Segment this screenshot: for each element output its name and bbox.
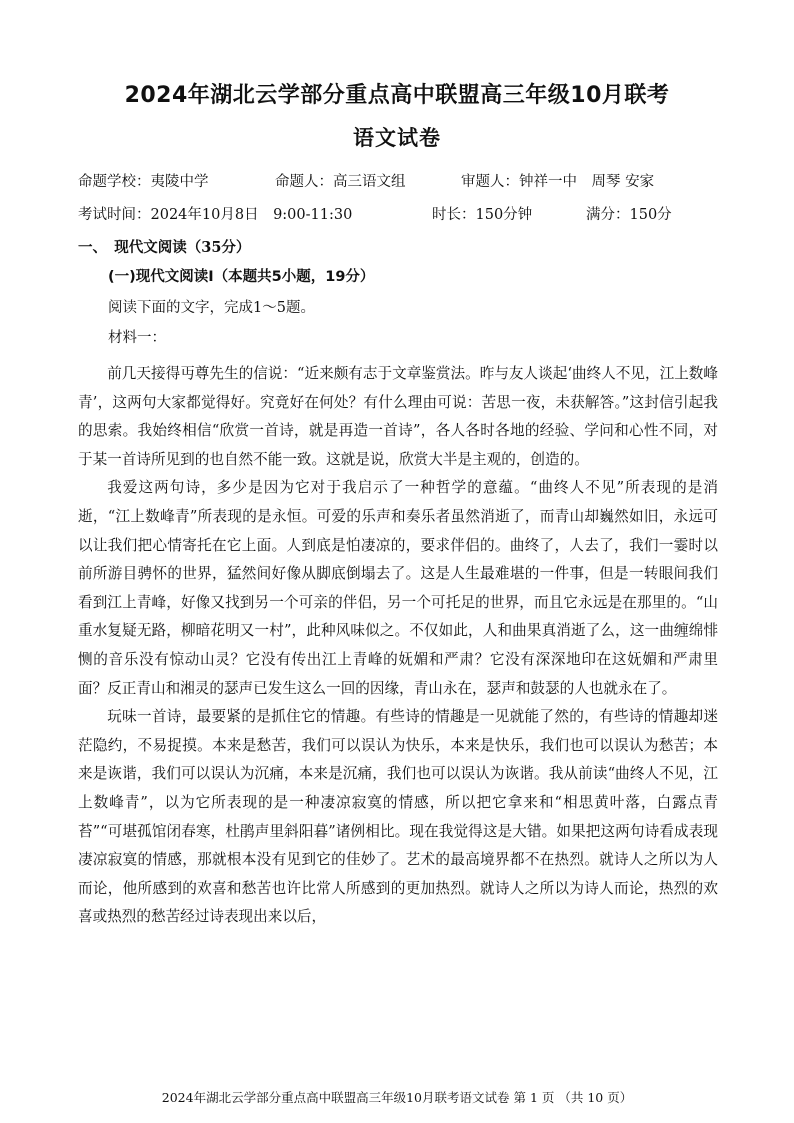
passage-paragraph-2: 我爱这两句诗，多少是因为它对于我启示了一种哲学的意蕴。“曲终人不见”所表现的是消逝，“江上数峰青”所表现的是永恒。可爱的乐声和奏乐者虽然消逝了，而青山却巍然如旧，永远可以让我们把心情寄托在它上面。人到底是怕凄凉的，要求伴侣的。曲终了，人去了，我们一霎时以前所游目骋怀的世界，猛然间好像从脚底倒塌去了。这是人生最难堪的一件事，但是一转眼间我们看到江上青峰，好像又找到另一个可亲的伴侣，另一个可托足的世界，而且它永远是在那里的。“山重水复疑无路，柳暗花明又一村”，此种风味似之。不仅如此，人和曲果真消逝了么，这一曲缠绵悱恻的音乐没有惊动山灵？它没有传出江上青峰的妩媚和严肃？它没有深深地印在这妩媚和严肃里面？反正青山和湘灵的瑟声已发生这么一回的因缘，青山永在，瑟声和鼓瑟的人也就永在了。 bbox=[78, 479, 718, 697]
page-footer: 2024年湖北云学部分重点高中联盟高三年级10月联考语文试卷 第 1 页 （共 10 页） bbox=[161, 1090, 633, 1105]
meta-school: 命题学校：夷陵中学 bbox=[78, 174, 209, 190]
exam-subtitle: 语文试卷 bbox=[353, 126, 441, 150]
exam-title: 2024年湖北云学部分重点高中联盟高三年级10月联考 bbox=[124, 83, 670, 108]
material-label: 材料一： bbox=[108, 330, 166, 346]
meta-reviewer: 审题人：钟祥一中 周琴 安家 bbox=[461, 174, 655, 190]
reading-passage bbox=[78, 360, 718, 932]
passage-paragraph-1: 前几天接得丏尊先生的信说：“近来颇有志于文章鉴赏法。昨与友人谈起‘曲终人不见，江上数峰青’，这两句大家都觉得好。究竟好在何处？有什么理由可说：苦思一夜，未获解答。”这封信引起我的思索。我始终相信“欣赏一首诗，就是再造一首诗”，各人各时各地的经验、学问和心性不同，对于某一首诗所见到的也自然不能一致。这就是说，欣赏大半是主观的，创造的。 bbox=[78, 365, 718, 468]
reading-instruction: 阅读下面的文字，完成1～5题。 bbox=[108, 300, 315, 316]
section-heading: 一、 现代文阅读（35分） bbox=[78, 239, 251, 256]
meta-exam-time: 考试时间：2024年10月8日 9:00-11:30 bbox=[78, 207, 353, 223]
meta-full-score: 满分：150分 bbox=[586, 207, 672, 223]
passage-paragraph-3: 玩味一首诗，最要紧的是抓住它的情趣。有些诗的情趣是一见就能了然的，有些诗的情趣却迷茫隐约，不易捉摸。本来是愁苦，我们可以误认为快乐，本来是快乐，我们也可以误认为愁苦；本来是诙谐，我们可以误认为沉痛，本来是沉痛，我们也可以误认为诙谐。我从前读“曲终人不见，江上数峰青”，以为它所表现的是一种凄凉寂寞的情感，所以把它拿来和“相思黄叶落，白露点青苔”“可堪孤馆闭春寒，杜鹃声里斜阳暮”诸例相比。现在我觉得这是大错。如果把这两句诗看成表现凄凉寂寞的情感，那就根本没有见到它的佳妙了。艺术的最高境界都不在热烈。就诗人之所以为人而论，他所感到的欢喜和愁苦也许比常人所感到的更加热烈。就诗人之所以为诗人而论，热烈的欢喜或热烈的愁苦经过诗表现出来以后， bbox=[78, 708, 718, 926]
subsection-heading: (一)现代文阅读Ⅰ（本题共5小题，19分） bbox=[108, 269, 375, 285]
meta-author: 命题人：高三语文组 bbox=[275, 174, 406, 190]
meta-duration: 时长：150分钟 bbox=[432, 207, 533, 223]
